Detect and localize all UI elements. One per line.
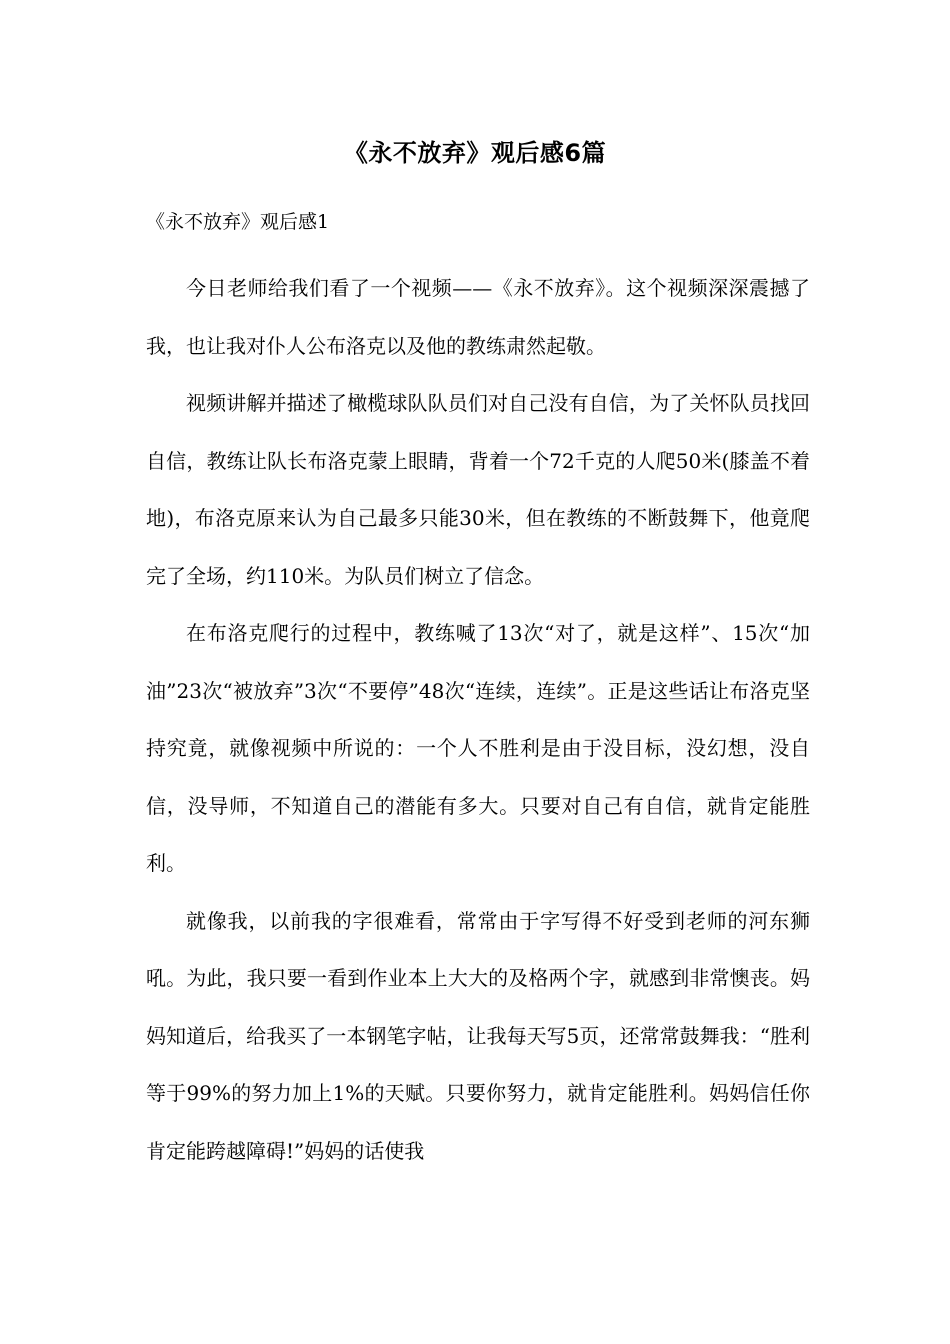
- document-body: [146, 260, 810, 1180]
- section-title: 《永不放弃》观后感1: [146, 211, 330, 233]
- paragraph: 在布洛克爬行的过程中，教练喊了13次“对了，就是这样”、15次“加油”23次“被放弃”3次“不要停”48次“连续，连续”。正是这些话让布洛克坚持究竟，就像视频中所说的：一个人不胜利是由于没目标，没幻想，没自信，没导师，不知道自己的潜能有多大。只要对自己有自信，就肯定能胜利。: [146, 621, 810, 875]
- paragraph: 就像我，以前我的字很难看，常常由于字写得不好受到老师的河东狮吼。为此，我只要一看到作业本上大大的及格两个字，就感到非常懊丧。妈妈知道后，给我买了一本钢笔字帖，让我每天写5页，还常常鼓舞我：“胜利等于99%的努力加上1%的天赋。只要你努力，就肯定能胜利。妈妈信任你肯定能跨越障碍!”妈妈的话使我: [146, 908, 810, 1163]
- paragraph: 视频讲解并描述了橄榄球队队员们对自己没有自信，为了关怀队员找回自信，教练让队长布洛克蒙上眼睛，背着一个72千克的人爬50米(膝盖不着地)，布洛克原来认为自己最多只能30米，但在教练的不断鼓舞下，他竟爬完了全场，约110米。为队员们树立了信念。: [146, 391, 810, 588]
- document-title: 《永不放弃》观后感6篇: [343, 139, 607, 167]
- paragraph: 今日老师给我们看了一个视频——《永不放弃》。这个视频深深震撼了我，也让我对仆人公布洛克以及他的教练肃然起敬。: [146, 276, 810, 358]
